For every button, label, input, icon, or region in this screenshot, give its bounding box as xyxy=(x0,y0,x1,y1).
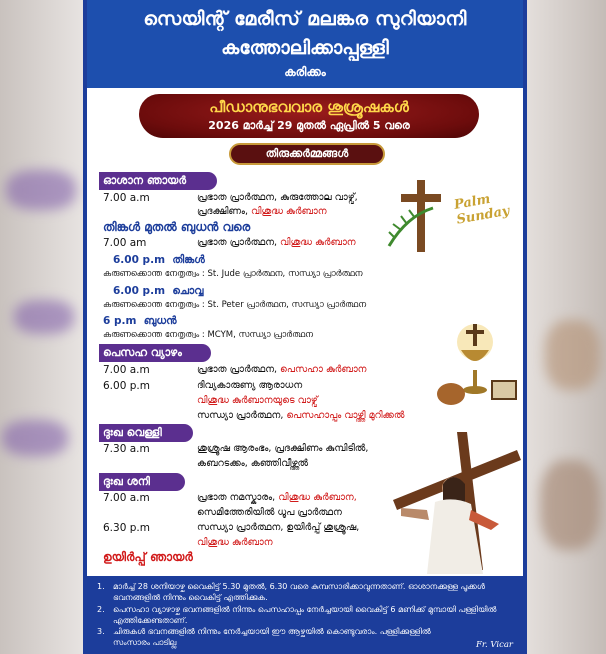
poster xyxy=(83,0,527,654)
note-text: മാർച്ച് 28 ശനിയാഴ്ച വൈകിട്ട് 5.30 മുതൽ, 6.30 വരെ കുമ്പസാരിക്കാവുന്നതാണ്. ഓശാനക്കുള്ള പൂക്കൾ ഭവനങ്ങളിൽ നിന്നും വൈകിട്ട് എത്തിക്കുക. xyxy=(113,582,485,602)
holy-saturday-line2: സെമിത്തേരിയിൽ ധൂപ പ്രാർത്ഥന xyxy=(197,507,342,518)
palm-sunday-line1: പ്രഭാത പ്രാർത്ഥന, കുരുത്തോല വാഴ്വ്, xyxy=(197,192,358,203)
mon-wed-line xyxy=(197,236,356,250)
signature: Fr. Vicar xyxy=(475,640,513,650)
banner-title: പീഡാനുഭവവാര ശുശ്രൂഷകൾ xyxy=(209,98,409,116)
tuesday-label: ചൊവ്വ xyxy=(172,285,204,297)
maundy-line4-a: സന്ധ്യാ പ്രാർത്ഥന, xyxy=(197,410,287,421)
tuesday-text: കരുണക്കൊന്ത നേതൃത്വം : St. Peter പ്രാർത്ഥന, സന്ധ്യാ പ്രാർത്ഥന xyxy=(103,300,367,310)
note-number: 1. xyxy=(97,582,105,591)
mon-wed-time: 7.00 am xyxy=(103,237,147,249)
section-good-friday: ദുഃഖ വെള്ളി xyxy=(99,424,193,442)
banner-dates: 2026 മാർച്ച് 29 മുതൽ ഏപ്രിൽ 5 വരെ xyxy=(208,119,410,132)
church-place: കരിക്കം xyxy=(284,65,326,79)
section-holy-saturday: ദുഃഖ ശനി xyxy=(99,473,185,491)
maundy-time2: 6.00 p.m xyxy=(103,380,150,392)
palm-sunday-line2-a: പ്രദക്ഷിണം, xyxy=(197,206,252,217)
church-name-line1: സെയിന്റ് മേരീസ് മലങ്കര സുറിയാനി xyxy=(143,8,467,30)
holy-saturday-mass: വിശുദ്ധ കുർബാന, xyxy=(278,492,357,503)
jesus-carrying-cross-illustration xyxy=(387,430,523,574)
bg-smudge xyxy=(540,460,600,550)
holy-week-banner xyxy=(139,94,479,138)
maundy-mass: പെസഹാ കുർബാന xyxy=(280,364,367,375)
section-easter: ഉയിർപ്പ് ഞായർ xyxy=(103,550,193,564)
maundy-line2: ദിവ്യകാരുണ്യ ആരാധന xyxy=(197,380,303,391)
good-friday-line2: കബറടക്കം, കഞ്ഞിവീഴ്ത്തൽ xyxy=(197,458,309,469)
monday-time-row xyxy=(113,254,205,267)
note-number: 2. xyxy=(97,605,105,614)
section-maundy-thursday: പെസഹ വ്യാഴം xyxy=(99,344,211,362)
wednesday-label: ബുധൻ xyxy=(143,315,177,327)
holy-saturday-time2: 6.30 p.m xyxy=(103,522,150,534)
wednesday-time: 6 p.m xyxy=(103,315,137,327)
section-mon-wed: തിങ്കൾ മുതൽ ബുധൻ വരെ xyxy=(103,220,251,234)
note-text: പെസഹാ വ്യാഴാഴ്ച ഭവനങ്ങളിൽ നിന്നും പെസഹാപ്പം നേർച്ചയായി വൈകിട്ട് 6 മണിക്ക് മുമ്പായി പള്ളിയിൽ എത്തിക്കേണ്ടതാണ്. xyxy=(113,605,497,625)
notes-panel xyxy=(87,576,523,654)
maundy-line3: വിശുദ്ധ കുർബാനയുടെ വാഴ്വ് xyxy=(197,395,318,406)
palm-sunday-logo: Palm Sunday xyxy=(452,191,511,228)
good-friday-time: 7.30 a.m xyxy=(103,443,150,455)
maundy-line4 xyxy=(197,409,404,423)
wednesday-text: കരുണക്കൊന്ത നേതൃത്വം : MCYM, സന്ധ്യാ പ്രാർത്ഥന xyxy=(103,330,314,340)
cross-palm-illustration xyxy=(387,176,457,256)
good-friday-line1: ശുശ്രൂഷ ആരംഭം, പ്രദക്ഷിണം കുമ്പിടിൽ, xyxy=(197,443,369,454)
wednesday-time-row xyxy=(103,315,177,328)
mon-wed-line-a: പ്രഭാത പ്രാർത്ഥന, xyxy=(197,237,281,248)
holy-saturday-line3: സന്ധ്യാ പ്രാർത്ഥന, ഉയിർപ്പ് ശുശ്രൂഷ, xyxy=(197,522,360,533)
bg-smudge xyxy=(545,320,600,390)
tuesday-time-row xyxy=(113,285,203,298)
holy-saturday-line4: വിശുദ്ധ കുർബാന xyxy=(197,537,273,548)
tuesday-time: 6.00 p.m xyxy=(113,285,166,297)
holy-saturday-line1 xyxy=(197,491,357,505)
maundy-bread-blessing: പെസഹാപ്പം വാഴ്ത്തി മുറിക്കൽ xyxy=(286,410,405,421)
bg-smudge xyxy=(6,170,76,210)
monday-label: തിങ്കൾ xyxy=(172,254,205,266)
bg-smudge xyxy=(14,300,74,334)
monday-text: കരുണക്കൊന്ത നേതൃത്വം : St. Jude പ്രാർത്ഥന, സന്ധ്യാ പ്രാർത്ഥന xyxy=(103,269,363,279)
maundy-line1-a: പ്രഭാത പ്രാർത്ഥന, xyxy=(197,364,281,375)
mon-wed-mass: വിശുദ്ധ കുർബാന xyxy=(280,237,356,248)
section-palm-sunday: ഓശാന ഞായർ xyxy=(99,172,217,190)
holy-saturday-line1-a: പ്രഭാത നമസ്കാരം, xyxy=(197,492,279,503)
church-name-line2: കത്തോലിക്കാപ്പള്ളി xyxy=(221,37,389,59)
note-number: 3. xyxy=(97,627,105,636)
bg-smudge xyxy=(2,420,68,456)
note-text: ചിരുകൾ ഭവനങ്ങളിൽ നിന്നും നേർച്ചയായി ഈ ആഴ്ചയിൽ കൊണ്ടുവരാം. പള്ളിക്കുള്ളിൽ സംസാരം പാടില്ല xyxy=(113,627,431,647)
palm-sunday-mass: വിശുദ്ധ കുർബാന xyxy=(251,206,327,217)
monday-time: 6.00 p.m xyxy=(113,254,166,266)
services-subheading: തിരുക്കർമ്മങ്ങൾ xyxy=(229,143,385,165)
poster-header xyxy=(87,0,523,88)
maundy-line1 xyxy=(197,363,366,377)
maundy-time1: 7.00 a.m xyxy=(103,364,150,376)
holy-saturday-time1: 7.00 a.m xyxy=(103,492,150,504)
palm-sunday-line2 xyxy=(197,205,327,219)
chalice-illustration xyxy=(435,320,521,412)
palm-sunday-time: 7.00 a.m xyxy=(103,192,150,204)
